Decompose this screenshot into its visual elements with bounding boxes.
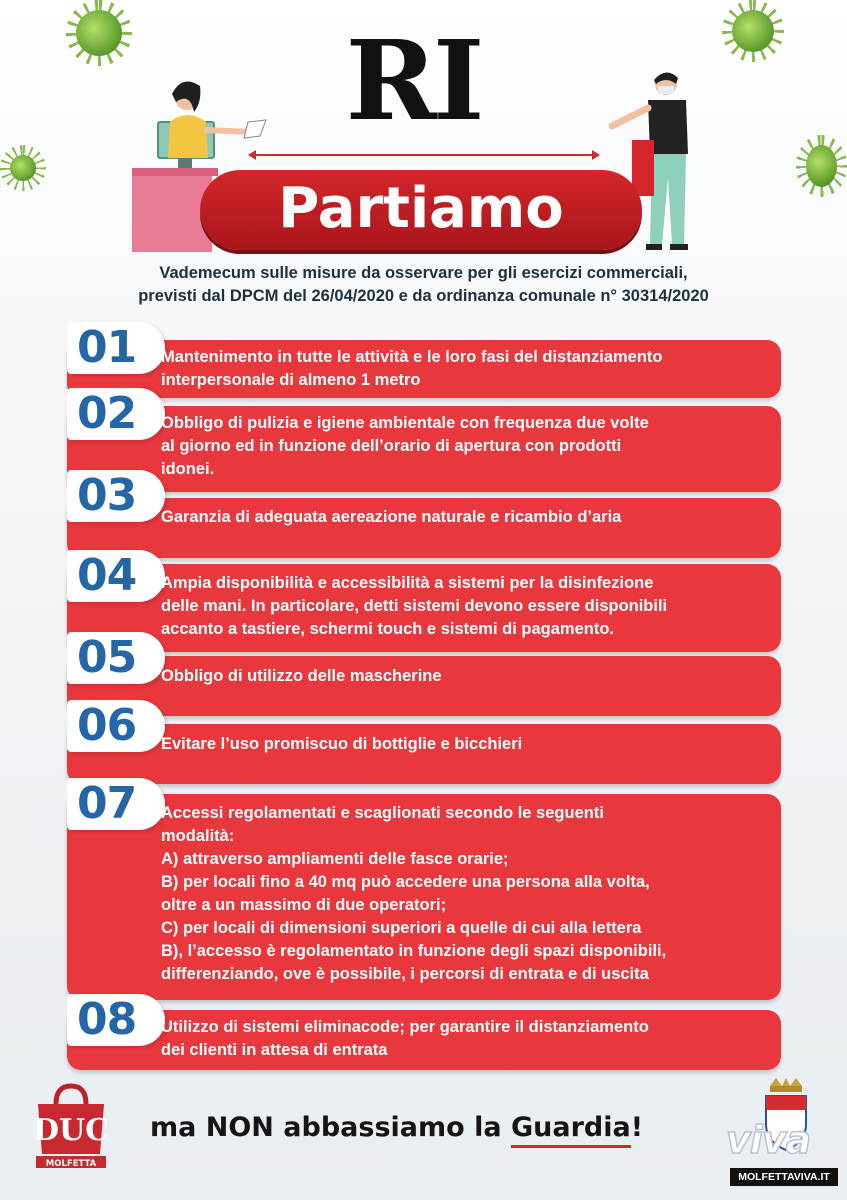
- item-line: Accessi regolamentati e scaglionati secondo le seguenti: [161, 804, 604, 822]
- item-text: [161, 1016, 763, 1062]
- subtitle: [20, 262, 827, 308]
- website-link[interactable]: MOLFETTAVIVA.IT: [730, 1168, 838, 1186]
- virus-decoration-icon: [0, 145, 46, 191]
- list-item: [67, 700, 781, 784]
- distance-arrow: [256, 154, 592, 156]
- list-item: [67, 470, 781, 558]
- duc-molfetta-logo: [32, 1082, 110, 1172]
- item-number-tab: [67, 700, 165, 752]
- item-text: [161, 346, 763, 392]
- item-number-tab: [67, 778, 165, 830]
- item-number: 03: [77, 470, 137, 521]
- item-number-tab: [67, 470, 165, 522]
- title-partiamo-banner: [200, 170, 642, 250]
- item-line: Obbligo di pulizia e igiene ambientale con frequenza due volte: [161, 414, 649, 432]
- slogan-start: ma NON abbassiamo la: [150, 1112, 511, 1143]
- item-line: al giorno ed in funzione dell’orario di apertura con prodotti: [161, 437, 622, 455]
- item-line: Evitare l’uso promiscuo di bottiglie e bicchieri: [161, 735, 523, 753]
- item-number-tab: [67, 550, 165, 602]
- item-line: delle mani. In particolare, detti sistemi devono essere disponibili: [161, 597, 668, 615]
- viva-logo: viva: [726, 1118, 811, 1162]
- slogan-end: !: [630, 1112, 644, 1143]
- item-number-tab: [67, 388, 165, 440]
- item-number: 01: [77, 322, 137, 373]
- item-line: oltre a un massimo di due operatori;: [161, 896, 447, 914]
- item-number: 06: [77, 700, 137, 751]
- virus-decoration-icon: [722, 0, 784, 62]
- title-ri: RI: [345, 16, 481, 145]
- item-line: Mantenimento in tutte le attività e le loro fasi del distanziamento: [161, 348, 663, 366]
- item-number: 02: [77, 388, 137, 439]
- item-line: A) attraverso ampliamenti delle fasce orarie;: [161, 850, 509, 868]
- item-line: modalità:: [161, 827, 235, 845]
- item-text: [161, 572, 763, 641]
- item-line: B), l’accesso è regolamentato in funzione degli spazi disponibili,: [161, 942, 667, 960]
- footer-slogan: [150, 1112, 643, 1143]
- item-number: 07: [77, 778, 137, 829]
- item-line: Obbligo di utilizzo delle mascherine: [161, 667, 442, 685]
- item-line: Ampia disponibilità e accessibilità a sistemi per la disinfezione: [161, 574, 654, 592]
- list-item: [67, 994, 781, 1070]
- item-number-tab: [67, 322, 165, 374]
- item-line: dei clienti in attesa di entrata: [161, 1041, 388, 1059]
- item-number: 04: [77, 550, 137, 601]
- subtitle-line: previsti dal DPCM del 26/04/2020 e da ordinanza comunale n° 30314/2020: [138, 287, 709, 305]
- list-item: [67, 322, 781, 398]
- item-text: [161, 506, 763, 529]
- item-number-tab: [67, 632, 165, 684]
- item-line: C) per locali di dimensioni superiori a quelle di cui alla lettera: [161, 919, 642, 937]
- duc-logo-text: DUC: [32, 1113, 110, 1148]
- item-number-tab: [67, 994, 165, 1046]
- item-line: idonei.: [161, 460, 215, 478]
- item-line: differenziando, ove è possibile, i percorsi di entrata e di uscita: [161, 965, 649, 983]
- virus-decoration-icon: [66, 0, 132, 66]
- slogan-highlight: Guardia: [511, 1112, 631, 1148]
- item-line: Utilizzo di sistemi eliminacode; per garantire il distanziamento: [161, 1018, 649, 1036]
- title-partiamo: Partiamo: [278, 176, 564, 241]
- subtitle-line: Vademecum sulle misure da osservare per gli esercizi commerciali,: [159, 264, 688, 282]
- virus-decoration-icon: [796, 135, 847, 197]
- item-number: 08: [77, 994, 137, 1045]
- list-item: [67, 778, 781, 1000]
- item-line: B) per locali fino a 40 mq può accedere una persona alla volta,: [161, 873, 650, 891]
- item-number: 05: [77, 632, 137, 683]
- item-line: interpersonale di almeno 1 metro: [161, 371, 421, 389]
- item-text: [161, 665, 763, 688]
- item-text: [161, 733, 763, 756]
- item-line: Garanzia di adeguata aereazione naturale e ricambio d’aria: [161, 508, 622, 526]
- item-text: [161, 802, 763, 986]
- item-line: accanto a tastiere, schermi touch e sistemi di pagamento.: [161, 620, 614, 638]
- duc-logo-subtext: MOLFETTA: [45, 1159, 97, 1169]
